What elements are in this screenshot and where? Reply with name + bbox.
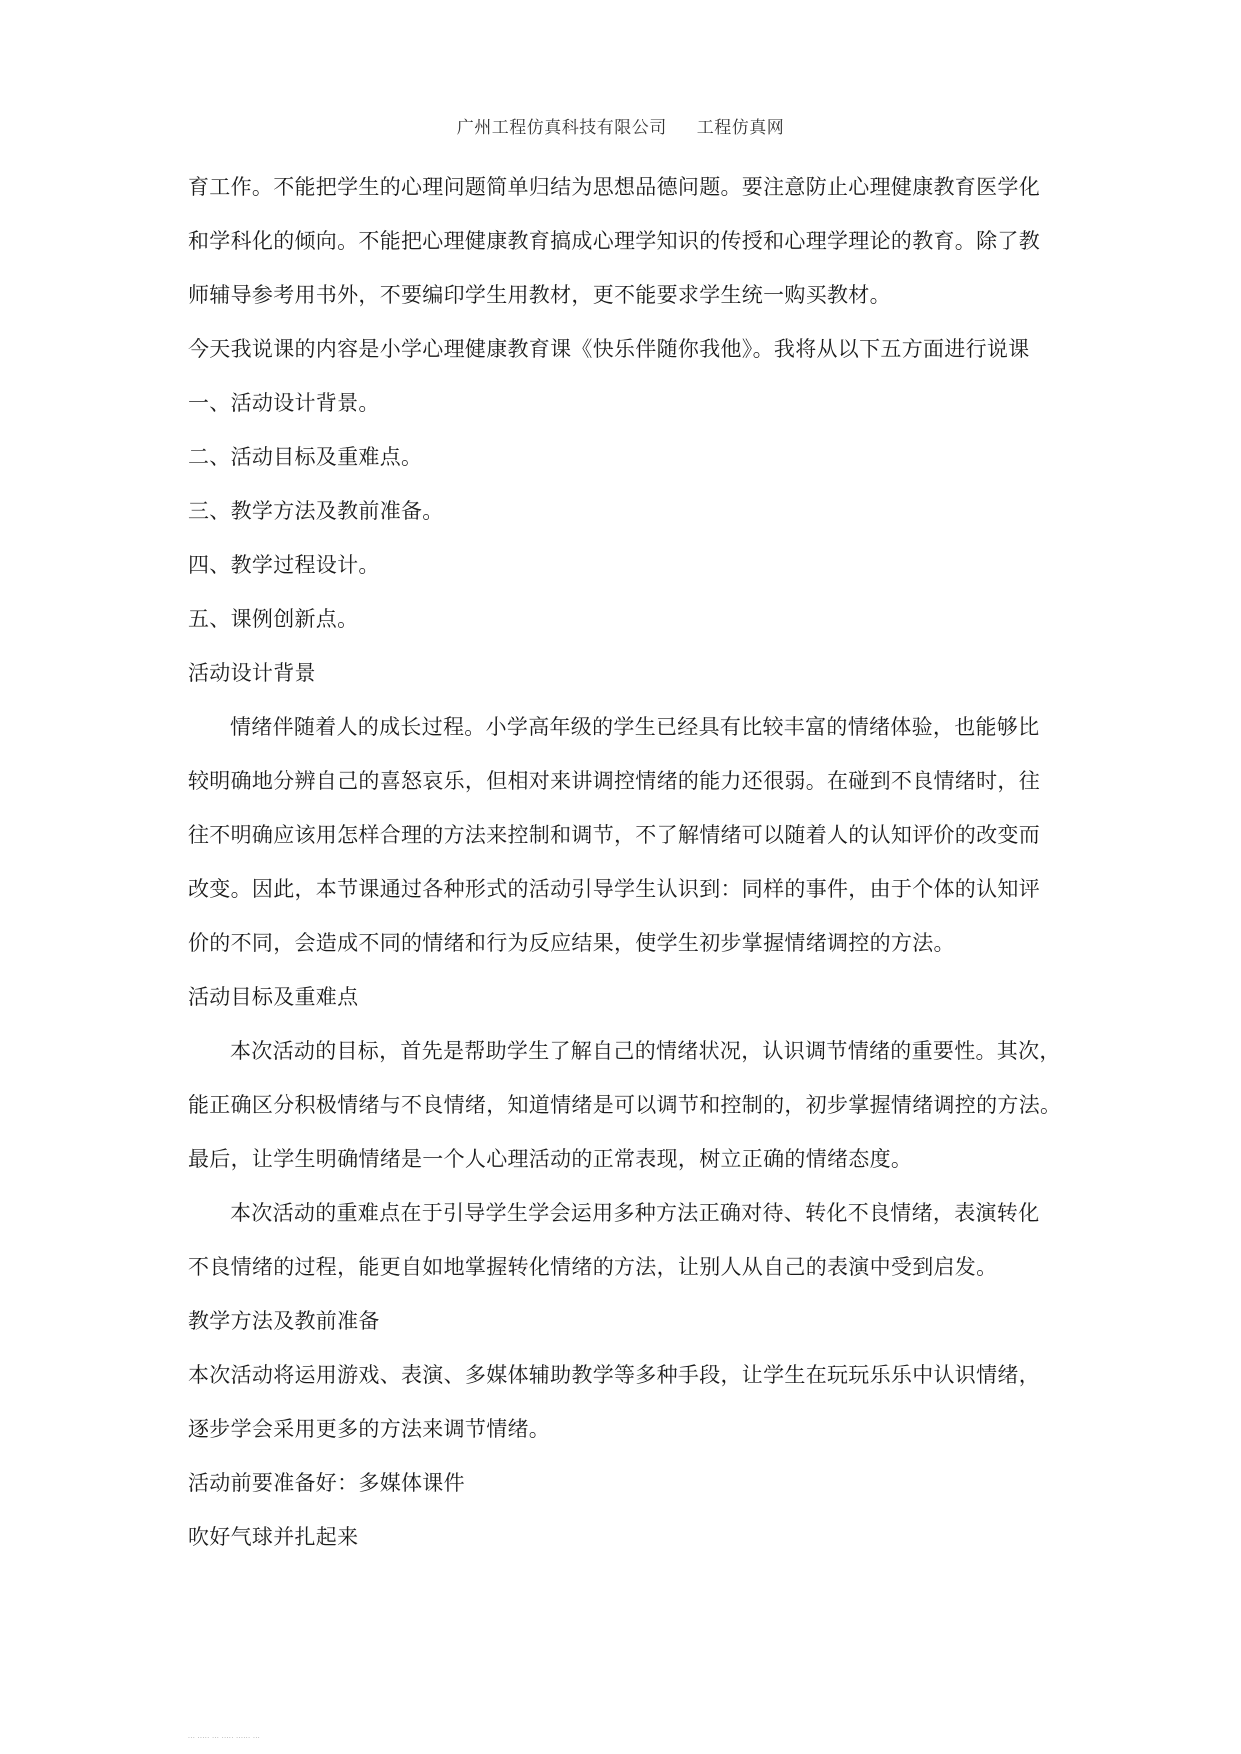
text-line: 本次活动的重难点在于引导学生学会运用多种方法正确对待、转化不良情绪，表演转化 xyxy=(230,1201,1040,1225)
text-line: 今天我说课的内容是小学心理健康教育课《快乐伴随你我他》。我将从以下五方面进行说课 xyxy=(188,337,1030,361)
text-line: 师辅导参考用书外，不要编印学生用教材，更不能要求学生统一购买教材。 xyxy=(188,283,891,307)
text-line: 逐步学会采用更多的方法来调节情绪。 xyxy=(188,1417,551,1441)
text-line: 本次活动的目标，首先是帮助学生了解自己的情绪状况，认识调节情绪的重要性。其次， xyxy=(230,1039,1061,1063)
document-body xyxy=(188,160,1088,1564)
text-line: 教学方法及教前准备 xyxy=(188,1309,380,1333)
text-line: 四、教学过程设计。 xyxy=(188,553,380,577)
text-line: 价的不同，会造成不同的情绪和行为反应结果，使学生初步掌握情绪调控的方法。 xyxy=(188,931,955,955)
text-line: 二、活动目标及重难点。 xyxy=(188,445,423,469)
text-line: 育工作。不能把学生的心理问题简单归结为思想品德问题。要注意防止心理健康教育医学化 xyxy=(188,175,1040,199)
header-company: 广州工程仿真科技有限公司 xyxy=(456,118,667,138)
text-line: 活动前要准备好：多媒体课件 xyxy=(188,1471,465,1495)
text-line: 往不明确应该用怎样合理的方法来控制和调节，不了解情绪可以随着人的认知评价的改变而 xyxy=(188,823,1040,847)
text-line: 三、教学方法及教前准备。 xyxy=(188,499,444,523)
header-site: 工程仿真网 xyxy=(696,118,785,138)
text-line: 活动目标及重难点 xyxy=(188,985,359,1009)
text-line: 吹好气球并扎起来 xyxy=(188,1525,359,1549)
text-line: 最后，让学生明确情绪是一个人心理活动的正常表现，树立正确的情绪态度。 xyxy=(188,1147,913,1171)
text-line: 本次活动将运用游戏、表演、多媒体辅助教学等多种手段，让学生在玩玩乐乐中认识情绪， xyxy=(188,1363,1040,1387)
text-line: 一、活动设计背景。 xyxy=(188,391,380,415)
text-line: 和学科化的倾向。不能把心理健康教育搞成心理学知识的传授和心理学理论的教育。除了教 xyxy=(188,229,1040,253)
text-line: 较明确地分辨自己的喜怒哀乐，但相对来讲调控情绪的能力还很弱。在碰到不良情绪时，往 xyxy=(188,769,1040,793)
text-line: 五、课例创新点。 xyxy=(188,607,359,631)
text-line: 不良情绪的过程，能更自如地掌握转化情绪的方法，让别人从自己的表演中受到启发。 xyxy=(188,1255,998,1279)
page-footer: ... ..... ... ..... ...... ... xyxy=(188,1733,261,1740)
page-header xyxy=(0,113,1241,138)
text-line: 情绪伴随着人的成长过程。小学高年级的学生已经具有比较丰富的情绪体验，也能够比 xyxy=(230,715,1040,739)
text-line: 改变。因此，本节课通过各种形式的活动引导学生认识到：同样的事件，由于个体的认知评 xyxy=(188,877,1040,901)
text-line: 活动设计背景 xyxy=(188,661,316,685)
text-line: 能正确区分积极情绪与不良情绪，知道情绪是可以调节和控制的，初步掌握情绪调控的方法。 xyxy=(188,1093,1062,1117)
